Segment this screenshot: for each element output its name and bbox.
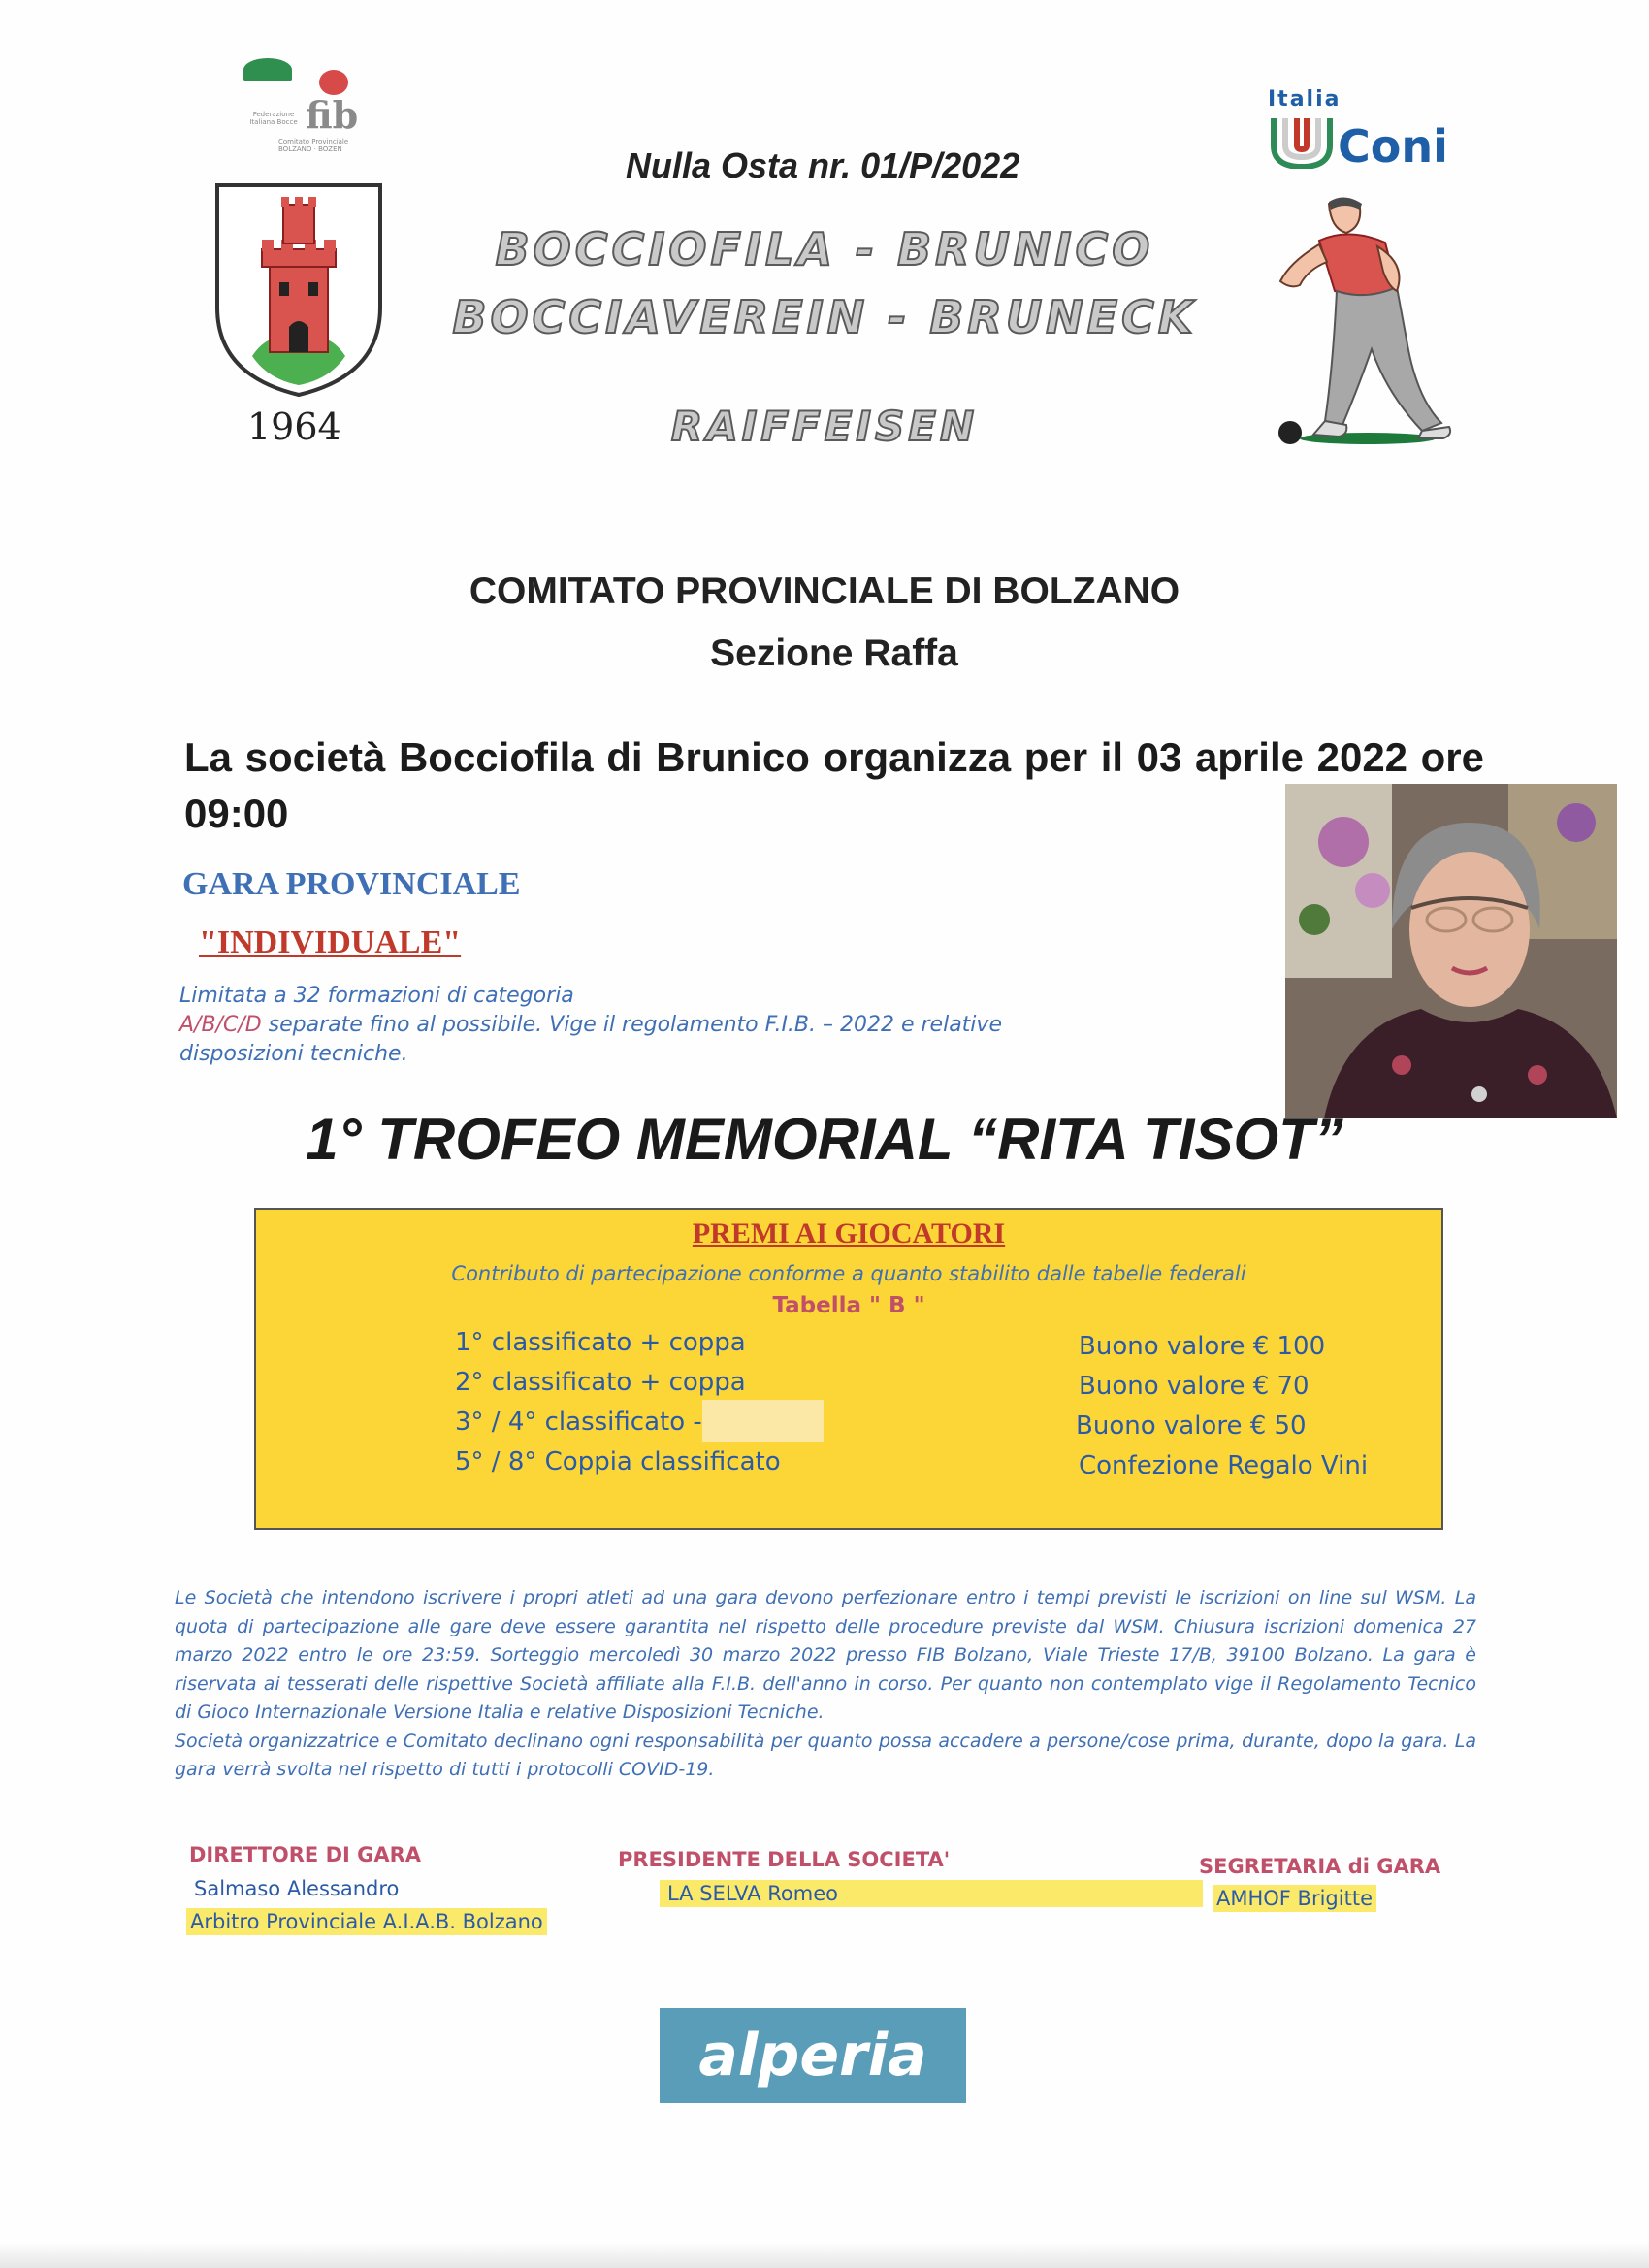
prize-place-2: 2° classificato + coppa <box>455 1368 746 1397</box>
fib-logo <box>238 56 398 153</box>
trophy-title: 1° TROFEO MEMORIAL “RITA TISOT” <box>306 1107 1343 1172</box>
director-title: DIRETTORE DI GARA <box>189 1843 422 1866</box>
nulla-osta: Nulla Osta nr. 01/P/2022 <box>626 146 1020 185</box>
prize-value-3: Buono valore € 50 <box>1076 1411 1307 1441</box>
club-name-german: BOCCIAVEREIN - BRUNECK <box>452 291 1197 343</box>
prize-place-4: 5° / 8° Coppia classificato <box>455 1447 781 1476</box>
fib-logo-sub: Comitato Provinciale <box>278 138 349 146</box>
competition-format: "INDIVIDUALE" <box>199 924 462 960</box>
director-name: Salmaso Alessandro <box>194 1877 400 1900</box>
coni-flag-icon <box>1270 116 1334 169</box>
fib-logo-place-text: BOLZANO · BOZEN <box>278 146 342 153</box>
coni-name: Coni <box>1338 120 1448 173</box>
prizes-title: PREMI AI GIOCATORI <box>692 1217 1006 1249</box>
director-role: Arbitro Provinciale A.I.A.B. Bolzano <box>186 1908 547 1935</box>
club-name-italian: BOCCIOFILA - BRUNICO <box>495 223 1154 275</box>
limits-line2: separate fino al possibile. Vige il regolamento F.I.B. – 2022 e relative disposizioni tecniche. <box>179 1013 1002 1066</box>
fib-logo-place <box>278 138 348 153</box>
prize-value-2: Buono valore € 70 <box>1079 1372 1310 1401</box>
section-heading: Sezione Raffa <box>710 632 958 674</box>
secretary-name: AMHOF Brigitte <box>1212 1885 1376 1912</box>
secretary-title: SEGRETARIA di GARA <box>1199 1855 1441 1878</box>
president-title: PRESIDENTE DELLA SOCIETA' <box>618 1848 951 1871</box>
founding-year: 1964 <box>247 405 341 448</box>
categories: A/B/C/D <box>179 1013 262 1037</box>
alperia-logo: alperia <box>660 2008 966 2103</box>
limits-line1: Limitata a 32 formazioni di categoria <box>179 984 574 1008</box>
fib-logo-green-mark <box>243 58 292 81</box>
scan-edge <box>0 2241 1649 2268</box>
prizes-contribution-note: Contributo di partecipazione conforme a quanto stabilito dalle tabelle federali <box>451 1262 1246 1285</box>
redacted-area <box>702 1400 824 1442</box>
liability-notes-text: Società organizzatrice e Comitato declinano ogni responsabilità per quanto possa accadere a persone/cose prima, durante, dopo la gara. La gara verrà svolta nel rispetto di tutti i protocolli COVID-19. <box>175 1730 1476 1780</box>
registration-notes <box>175 1584 1476 1785</box>
sponsor-raiffeisen: RAIFFEISEN <box>670 403 979 450</box>
prize-place-3: 3° / 4° classificato - <box>455 1408 702 1437</box>
fib-logo-red-ball <box>319 70 348 95</box>
committee-heading: COMITATO PROVINCIALE DI BOLZANO <box>469 570 1180 612</box>
memorial-portrait-photo <box>1285 784 1617 1118</box>
fib-logo-text: fib <box>306 93 359 137</box>
registration-notes-text: Le Società che intendono iscrivere i propri atleti ad una gara devono perfezionare entro i tempi previsti le iscrizioni on line sul WSM. La quota di partecipazione alle gare deve essere garantita nel rispetto delle procedure previste dal WSM. Chiusura iscrizioni domenica 27 marzo 2022 entro le ore 23:59. Sorteggio mercoledì 30 marzo 2022 presso FIB Bolzano, Viale Trieste 17/B, 39100 Bolzano. La gara è riservata ai tesserati delle rispettive Società affiliate alla F.I.B. dell'anno in corso. Per quanto non contemplato vige il Regolamento Tecnico di Gioco Internazionale Versione Italia e relative Disposizioni Tecniche. <box>175 1587 1476 1723</box>
coni-italia-text: Italia <box>1268 87 1342 112</box>
president-name: LA SELVA Romeo <box>660 1880 1203 1907</box>
bocce-player-icon <box>1251 194 1465 456</box>
event-intro-text: La società Bocciofila di Brunico organizza per il 03 aprile 2022 ore 09:00 <box>184 734 1484 836</box>
prize-place-1: 1° classificato + coppa <box>455 1328 746 1357</box>
competition-limits <box>179 982 1120 1069</box>
prizes-table-label: Tabella " B " <box>772 1293 925 1318</box>
coni-logo <box>1266 87 1460 184</box>
fib-logo-caption: Federazione Italiana Bocce <box>249 111 298 126</box>
prizes-box <box>254 1208 1443 1530</box>
competition-type: GARA PROVINCIALE <box>182 866 521 902</box>
prize-value-1: Buono valore € 100 <box>1079 1332 1326 1361</box>
brunico-coat-of-arms-icon <box>213 181 384 399</box>
prize-value-4: Confezione Regalo Vini <box>1079 1451 1369 1480</box>
